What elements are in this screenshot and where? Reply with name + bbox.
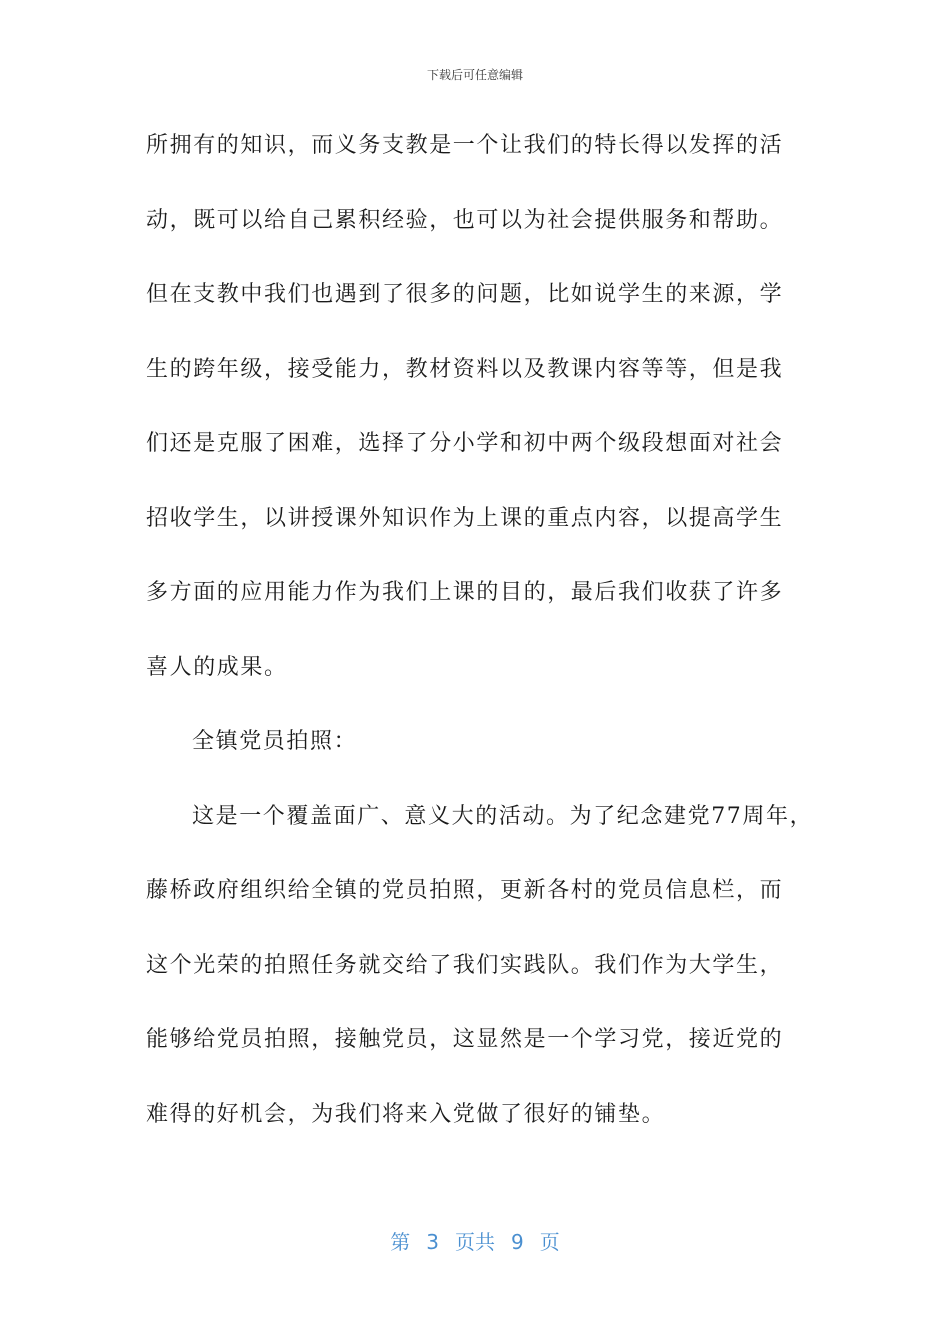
paragraph-line-11: 藤桥政府组织给全镇的党员拍照，更新各村的党员信息栏，而	[146, 878, 784, 903]
paragraph-line-8: 喜人的成果。	[146, 654, 288, 680]
document-body	[146, 120, 826, 1163]
paragraph-line-12: 这个光荣的拍照任务就交给了我们实践队。我们作为大学生，	[146, 952, 784, 978]
paragraph-line-14: 难得的好机会，为我们将来入党做了很好的铺垫。	[146, 1101, 666, 1127]
paragraph-line-3: 但在支教中我们也遇到了很多的问题，比如说学生的来源，学	[146, 282, 784, 307]
paragraph-line-13: 能够给党员拍照，接触党员，这显然是一个学习党，接近党的	[146, 1027, 784, 1052]
footer-current-page: 3	[426, 1230, 439, 1254]
footer-suffix: 页	[539, 1230, 560, 1254]
paragraph-line-7: 多方面的应用能力作为我们上课的目的，最后我们收获了许多	[146, 580, 784, 605]
paragraph-line-6: 招收学生，以讲授课外知识作为上课的重点内容，以提高学生	[146, 505, 784, 531]
paragraph-line-2: 动，既可以给自己累积经验，也可以为社会提供服务和帮助。	[146, 207, 784, 233]
footer-middle: 页共	[455, 1230, 495, 1254]
page-footer	[0, 1226, 950, 1255]
paragraph-line-5: 们还是克服了困难，选择了分小学和初中两个级段想面对社会	[146, 431, 784, 456]
footer-prefix: 第	[390, 1230, 411, 1254]
page-header-note: 下载后可任意编辑	[426, 68, 523, 82]
paragraph-line-1: 所拥有的知识，而义务支教是一个让我们的特长得以发挥的活	[146, 133, 784, 158]
paragraph-line-10: 这是一个覆盖面广、意义大的活动。为了纪念建党77周年，	[192, 803, 814, 829]
footer-total-pages: 9	[511, 1230, 524, 1254]
paragraph-line-4: 生的跨年级，接受能力，教材资料以及教课内容等等，但是我	[146, 356, 784, 382]
section-heading: 全镇党员拍照：	[192, 729, 358, 754]
